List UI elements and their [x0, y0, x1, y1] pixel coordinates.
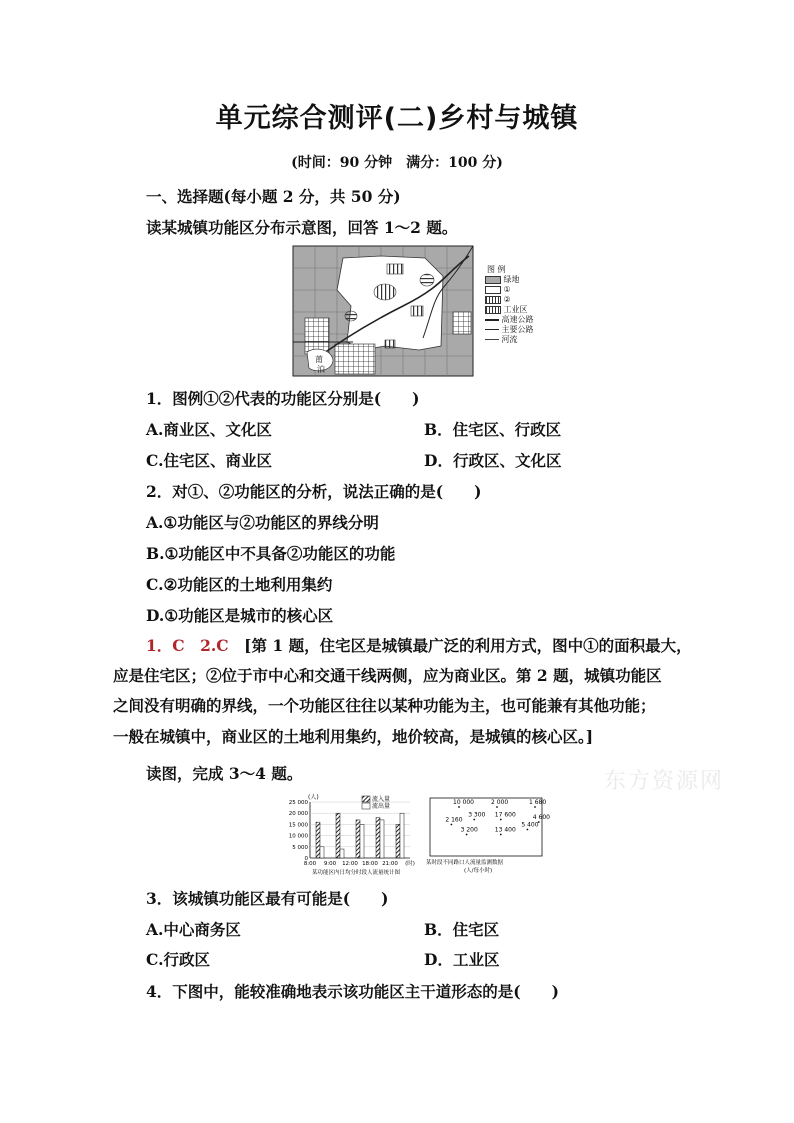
junction-value-label: 3 300	[468, 811, 486, 819]
legend-item-green: 绿地	[485, 275, 534, 285]
intro-q1-2: 读某城镇功能区分布示意图，回答 1～2 题。	[146, 218, 458, 237]
q1-option-b: B．住宅区、行政区	[424, 420, 562, 439]
q1-option-c: C.住宅区、商业区	[146, 451, 272, 470]
junction-point	[458, 806, 460, 808]
legend-inflow-swatch	[362, 796, 370, 802]
bar-y-tick-label: 25 000	[288, 800, 308, 806]
q1-option-d: D．行政区、文化区	[424, 451, 562, 470]
bar-y-tick-label: 0	[304, 856, 308, 862]
bar-x-tick-label: (时)	[405, 861, 415, 867]
q2-option-a: A.①功能区与②功能区的界线分明	[146, 513, 379, 532]
legend-title: 图 例	[487, 265, 506, 274]
q2-option-d: D.①功能区是城市的核心区	[146, 606, 334, 625]
bar-outflow	[380, 820, 384, 858]
legend-item-road: 主要公路	[485, 325, 534, 335]
junction-value-label: 17 600	[494, 811, 516, 819]
legend-item-1: ①	[485, 285, 534, 295]
junction-value-label: 2 160	[445, 816, 463, 824]
junction-point	[473, 819, 475, 821]
q2-stem: 2．对①、②功能区的分析，说法正确的是( )	[146, 482, 482, 501]
commercial-block	[374, 284, 396, 300]
town-function-map	[293, 246, 499, 376]
admin-block	[420, 274, 434, 286]
bar-outflow	[400, 813, 404, 858]
bar-inflow	[376, 818, 380, 858]
bar-y-tick-label: 15 000	[288, 822, 308, 829]
commercial-block	[411, 306, 423, 316]
junction-flow-chart	[424, 796, 550, 876]
junction-point	[534, 806, 536, 808]
page-title: 单元综合测评(二)乡村与城镇	[215, 103, 579, 134]
junction-value-label: 2 000	[491, 799, 509, 806]
bar-x-tick-label: 12:00	[342, 861, 358, 867]
answer-key: 1．C 2.C	[146, 636, 229, 655]
exam-info: (时间：90 分钟 满分：100 分)	[291, 155, 503, 171]
bar-y-tick-label: 10 000	[288, 833, 308, 840]
q3-option-c: C.行政区	[146, 950, 210, 969]
legend-outflow-label: 流出量	[372, 803, 391, 810]
junction-point	[500, 819, 502, 821]
bar-inflow	[316, 822, 320, 858]
bar-outflow	[360, 824, 364, 858]
q1-option-a: A.商业区、文化区	[146, 420, 272, 439]
q2-option-b: B.①功能区中不具备②功能区的功能	[146, 544, 396, 563]
legend-item-2: ②	[485, 295, 534, 305]
junction-point	[527, 829, 529, 831]
q1-stem: 1．图例①②代表的功能区分别是( )	[146, 389, 420, 408]
industrial-zone	[305, 318, 329, 354]
lake-label: 莆	[315, 355, 323, 364]
map-legend	[485, 265, 534, 345]
q3-option-b: B．住宅区	[424, 920, 500, 939]
junction-value-label: 1 680	[529, 799, 547, 806]
junction-value-label: 5 400	[521, 821, 539, 829]
bar-inflow	[336, 813, 340, 858]
industrial-zone	[335, 344, 375, 374]
bar-outflow	[320, 847, 324, 858]
bar-x-tick-label: 8:00	[303, 861, 317, 867]
junction-value-label: 13 400	[494, 826, 516, 834]
junction-point	[451, 824, 453, 826]
industrial-zone	[453, 312, 471, 334]
answer-line-4: 一般在城镇中，商业区的土地利用集约，地价较高，是城镇的核心区。]	[113, 727, 594, 746]
bar-inflow	[396, 824, 400, 858]
bar-chart-title: 某功能区内日均分时段人流量统计图	[312, 870, 401, 876]
bar-x-tick-label: 9:00	[323, 861, 337, 867]
bar-x-tick-label: 21:00	[382, 861, 398, 867]
watermark: 东方资源网	[604, 769, 725, 794]
section-heading: 一、选择题(每小题 2 分，共 50 分)	[146, 187, 401, 206]
legend-outflow-swatch	[362, 803, 370, 809]
admin-block	[345, 311, 357, 321]
answer-line-3: 之间没有明确的界线，一个功能区往往以某种功能为主，也可能兼有其他功能；	[113, 696, 656, 715]
legend-item-expressway: 高速公路	[485, 315, 534, 325]
junction-point	[500, 834, 502, 836]
bar-y-tick-label: 20 000	[288, 811, 308, 818]
q3-stem: 3．该城镇功能区最有可能是( )	[146, 889, 389, 908]
junction-point	[496, 806, 498, 808]
legend-item-industry: 工业区	[485, 305, 534, 315]
bar-inflow	[356, 820, 360, 858]
junction-value-label: 3 200	[460, 826, 478, 834]
junction-chart-title: 某时段不同路口人流量监测数据	[426, 860, 504, 866]
lake-label: 泊	[317, 365, 325, 374]
answer-line-2: 应是住宅区；②位于市中心和交通干线两侧，应为商业区。第 2 题，城镇功能区	[113, 666, 662, 685]
q4-stem: 4．下图中，能较准确地表示该功能区主干道形态的是( )	[146, 982, 559, 1001]
legend-inflow-label: 流入量	[372, 796, 391, 803]
commercial-block	[387, 264, 403, 274]
commercial-block	[385, 340, 395, 348]
legend-item-river: 河流	[485, 335, 534, 345]
bar-outflow	[340, 849, 344, 858]
junction-point	[466, 834, 468, 836]
junction-value-label: 4 600	[532, 814, 550, 821]
bar-x-tick-label: 18:00	[362, 861, 378, 867]
q3-option-d: D．工业区	[424, 950, 500, 969]
intro-q3-4: 读图，完成 3～4 题。	[146, 764, 303, 783]
junction-value-label: 10 000	[453, 799, 474, 806]
flow-bar-chart	[272, 790, 420, 878]
bar-ylabel: (人)	[308, 794, 319, 801]
q2-option-c: C.②功能区的土地利用集约	[146, 575, 333, 594]
q3-option-a: A.中心商务区	[146, 920, 241, 939]
bar-y-tick-label: 5 000	[292, 844, 308, 851]
junction-chart-unit: (人/每小时)	[464, 868, 493, 874]
answer-line-1: 1．C 2.C [第 1 题，住宅区是城镇最广泛的利用方式，图中①的面积最大，	[146, 636, 692, 655]
